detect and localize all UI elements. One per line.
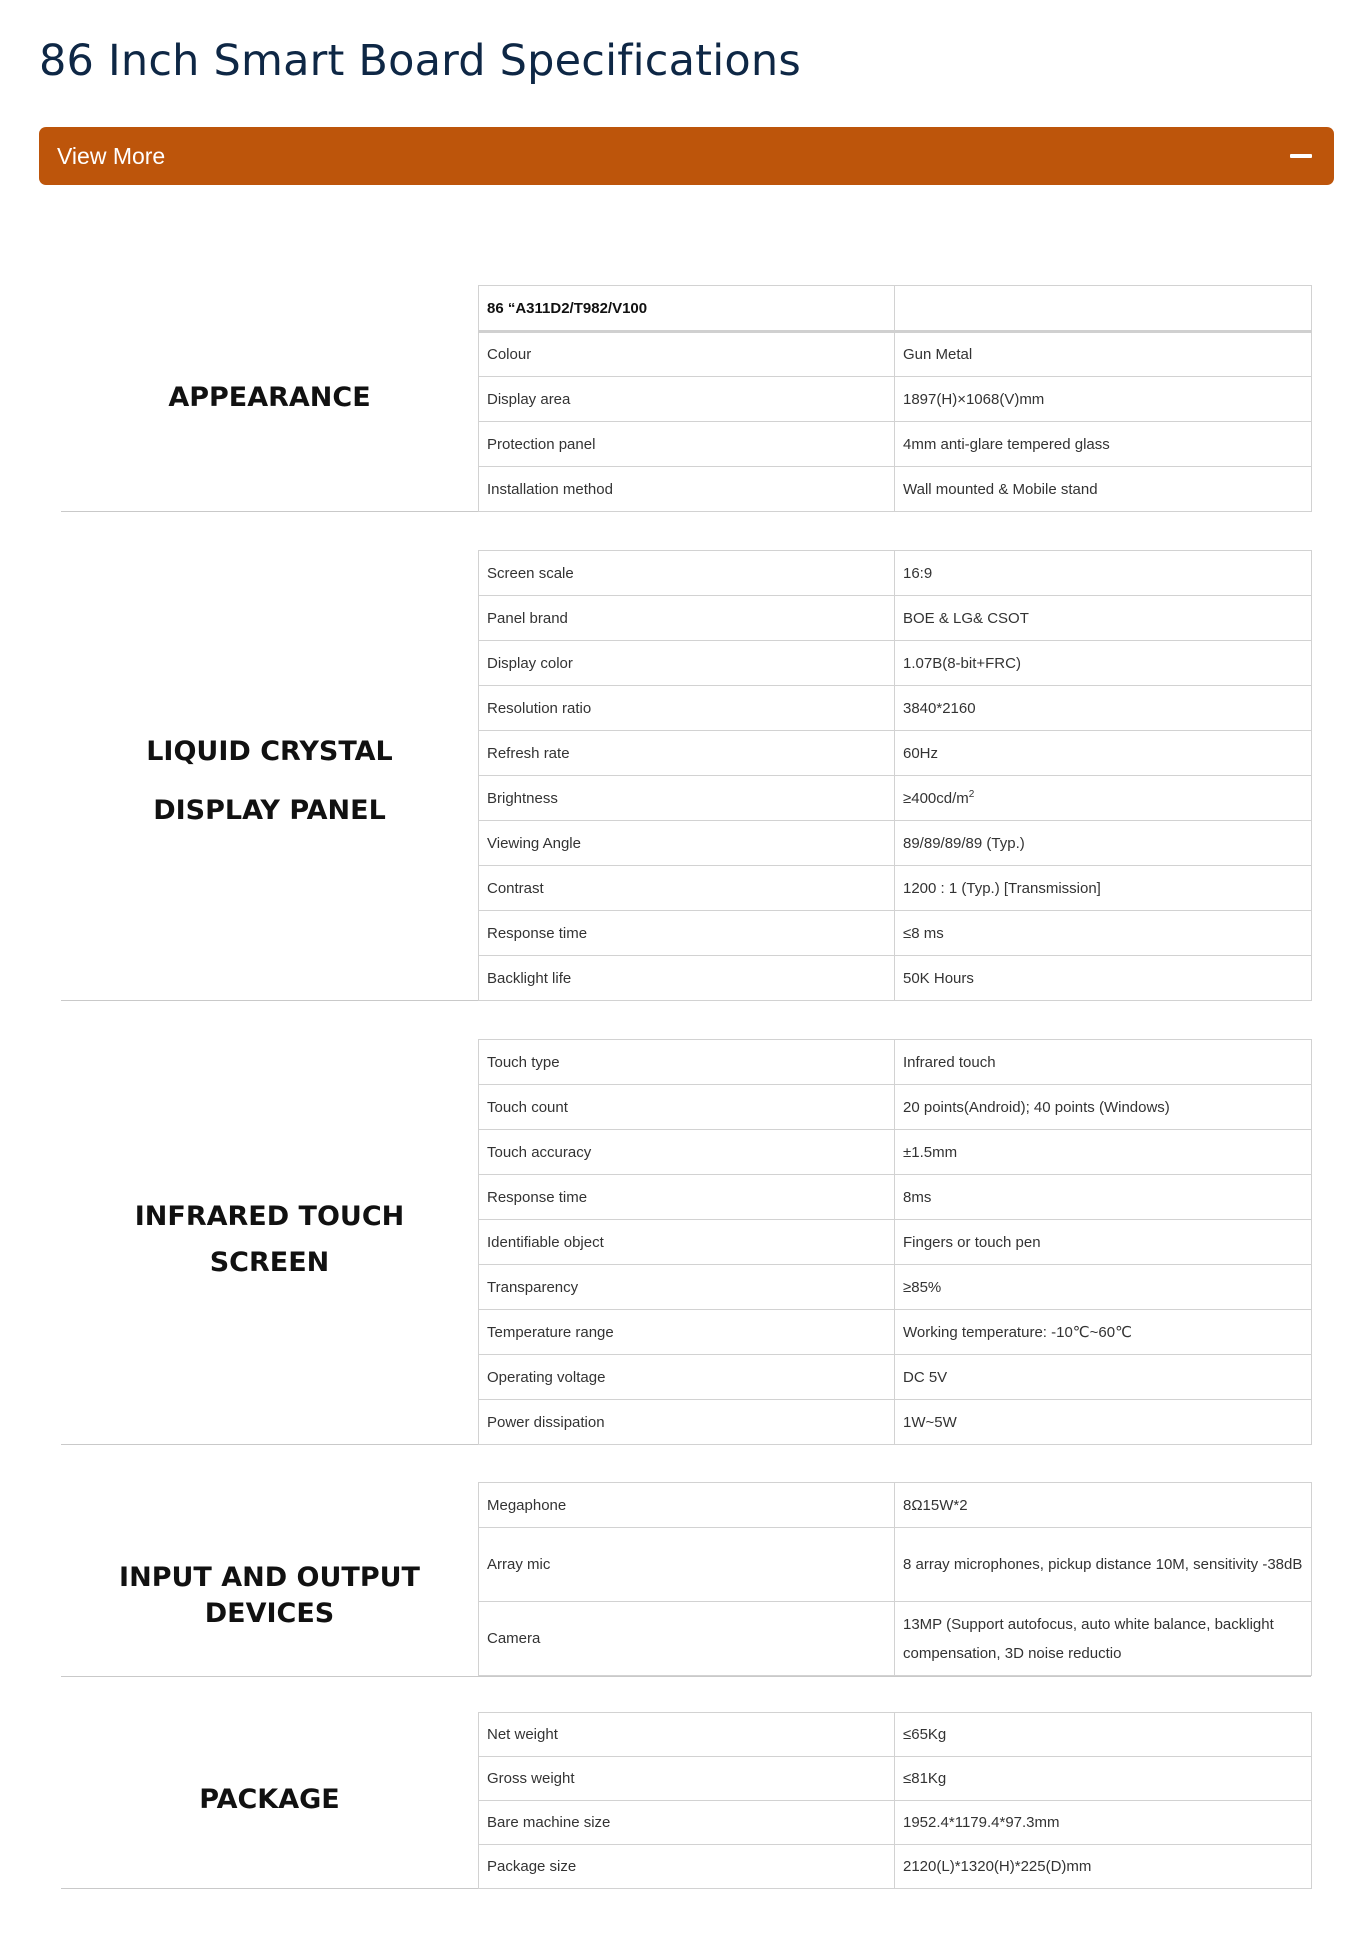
table-row — [479, 1355, 1312, 1400]
spec-key: Refresh rate — [479, 731, 895, 776]
spec-value: ≤8 ms — [895, 911, 1312, 956]
table-row — [479, 551, 1312, 596]
table-row — [479, 1713, 1312, 1757]
spec-key: Identifiable object — [479, 1220, 895, 1265]
section-package — [61, 1712, 1311, 1889]
spec-key: Net weight — [479, 1713, 895, 1757]
spec-value: Infrared touch — [895, 1040, 1312, 1085]
spec-value: ≤81Kg — [895, 1757, 1312, 1801]
spec-value: 8 array microphones, pickup distance 10M, sensitivity -38dB — [895, 1528, 1312, 1602]
minus-icon[interactable] — [1290, 154, 1312, 158]
spec-key: Operating voltage — [479, 1355, 895, 1400]
spec-key: Megaphone — [479, 1483, 895, 1528]
spec-value: Gun Metal — [895, 332, 1312, 377]
brightness-superscript: 2 — [968, 788, 975, 800]
table-row — [479, 1801, 1312, 1845]
spec-value: 1W~5W — [895, 1400, 1312, 1445]
spec-key: Transparency — [479, 1265, 895, 1310]
table-row — [479, 641, 1312, 686]
section-lcd — [61, 550, 1311, 1001]
spec-key: Screen scale — [479, 551, 895, 596]
spec-value: Wall mounted & Mobile stand — [895, 467, 1312, 512]
spec-key: Colour — [479, 332, 895, 377]
spec-value — [895, 776, 1312, 821]
section-title-package: PACKAGE — [199, 1784, 340, 1815]
spec-value: BOE & LG& CSOT — [895, 596, 1312, 641]
spec-key: Response time — [479, 911, 895, 956]
table-row — [479, 1175, 1312, 1220]
spec-key: Response time — [479, 1175, 895, 1220]
spec-key: Panel brand — [479, 596, 895, 641]
spec-value: 2120(L)*1320(H)*225(D)mm — [895, 1845, 1312, 1889]
table-row — [479, 596, 1312, 641]
spec-table-lcd — [478, 550, 1312, 1001]
section-title-touch-line1: INFRARED TOUCH — [134, 1201, 405, 1232]
spec-value: 8ms — [895, 1175, 1312, 1220]
section-title-touch — [61, 1194, 478, 1286]
spec-value: 16:9 — [895, 551, 1312, 596]
spec-key: Contrast — [479, 866, 895, 911]
table-row — [479, 467, 1312, 512]
table-row — [479, 1757, 1312, 1801]
table-row — [479, 866, 1312, 911]
table-row — [479, 686, 1312, 731]
spec-value: Fingers or touch pen — [895, 1220, 1312, 1265]
table-row — [479, 956, 1312, 1001]
model-value-cell — [895, 286, 1312, 332]
spec-key: Temperature range — [479, 1310, 895, 1355]
spec-table-package — [478, 1712, 1312, 1889]
spec-key: Touch type — [479, 1040, 895, 1085]
section-appearance — [61, 285, 1311, 512]
section-title-appearance: APPEARANCE — [168, 382, 371, 413]
spec-key: Power dissipation — [479, 1400, 895, 1445]
table-row — [479, 422, 1312, 467]
table-row — [479, 1845, 1312, 1889]
spec-key: Camera — [479, 1602, 895, 1676]
table-row — [479, 1085, 1312, 1130]
table-row — [479, 1040, 1312, 1085]
view-more-label: View More — [57, 143, 166, 169]
spec-value: 89/89/89/89 (Typ.) — [895, 821, 1312, 866]
spec-table-touch — [478, 1039, 1312, 1445]
spec-key: Protection panel — [479, 422, 895, 467]
spec-value: ≤65Kg — [895, 1713, 1312, 1757]
table-row — [479, 911, 1312, 956]
spec-key: Brightness — [479, 776, 895, 821]
spec-value: 4mm anti-glare tempered glass — [895, 422, 1312, 467]
model-cell: 86 “A311D2/T982/V100 — [479, 286, 895, 332]
view-more-accordion[interactable] — [39, 127, 1334, 185]
section-title-lcd-line1: LIQUID CRYSTAL — [146, 736, 393, 767]
section-io — [61, 1482, 1311, 1677]
spec-key: Gross weight — [479, 1757, 895, 1801]
table-row — [479, 1220, 1312, 1265]
table-row — [479, 1310, 1312, 1355]
table-row — [479, 1130, 1312, 1175]
table-row — [479, 776, 1312, 821]
table-row — [479, 1400, 1312, 1445]
spec-value: 1897(H)×1068(V)mm — [895, 377, 1312, 422]
spec-key: Touch count — [479, 1085, 895, 1130]
section-touch — [61, 1039, 1311, 1445]
spec-value: 1200 : 1 (Typ.) [Transmission] — [895, 866, 1312, 911]
section-title-io: INPUT AND OUTPUT DEVICES — [119, 1562, 420, 1629]
page-title: 86 Inch Smart Board Specifications — [39, 36, 801, 86]
spec-value: 3840*2160 — [895, 686, 1312, 731]
section-title-lcd — [61, 722, 478, 840]
spec-key: Viewing Angle — [479, 821, 895, 866]
table-row — [479, 1602, 1312, 1676]
spec-value: 60Hz — [895, 731, 1312, 776]
spec-key: Display color — [479, 641, 895, 686]
section-title-lcd-line2: DISPLAY PANEL — [153, 795, 386, 826]
table-row — [479, 731, 1312, 776]
spec-value: 1.07B(8-bit+FRC) — [895, 641, 1312, 686]
spec-value: 20 points(Android); 40 points (Windows) — [895, 1085, 1312, 1130]
table-row — [479, 332, 1312, 377]
table-row — [479, 1483, 1312, 1528]
spec-key: Array mic — [479, 1528, 895, 1602]
spec-table-appearance — [478, 285, 1312, 512]
spec-value: Working temperature: -10℃~60℃ — [895, 1310, 1312, 1355]
spec-value: ≥85% — [895, 1265, 1312, 1310]
brightness-value: ≥400cd/m — [903, 789, 969, 807]
section-title-touch-line2: SCREEN — [209, 1247, 330, 1278]
table-row — [479, 1265, 1312, 1310]
spec-value: 50K Hours — [895, 956, 1312, 1001]
table-row — [479, 821, 1312, 866]
spec-key: Backlight life — [479, 956, 895, 1001]
spec-value: 8Ω15W*2 — [895, 1483, 1312, 1528]
spec-value: ±1.5mm — [895, 1130, 1312, 1175]
spec-key: Touch accuracy — [479, 1130, 895, 1175]
spec-value: 1952.4*1179.4*97.3mm — [895, 1801, 1312, 1845]
spec-value: 13MP (Support autofocus, auto white balance, backlight compensation, 3D noise reductio — [895, 1602, 1312, 1676]
table-header-row — [479, 286, 1312, 332]
spec-value: DC 5V — [895, 1355, 1312, 1400]
spec-key: Package size — [479, 1845, 895, 1889]
spec-key: Bare machine size — [479, 1801, 895, 1845]
spec-key: Display area — [479, 377, 895, 422]
spec-key: Installation method — [479, 467, 895, 512]
table-row — [479, 377, 1312, 422]
spec-key: Resolution ratio — [479, 686, 895, 731]
table-row — [479, 1528, 1312, 1602]
spec-table-io — [478, 1482, 1312, 1676]
